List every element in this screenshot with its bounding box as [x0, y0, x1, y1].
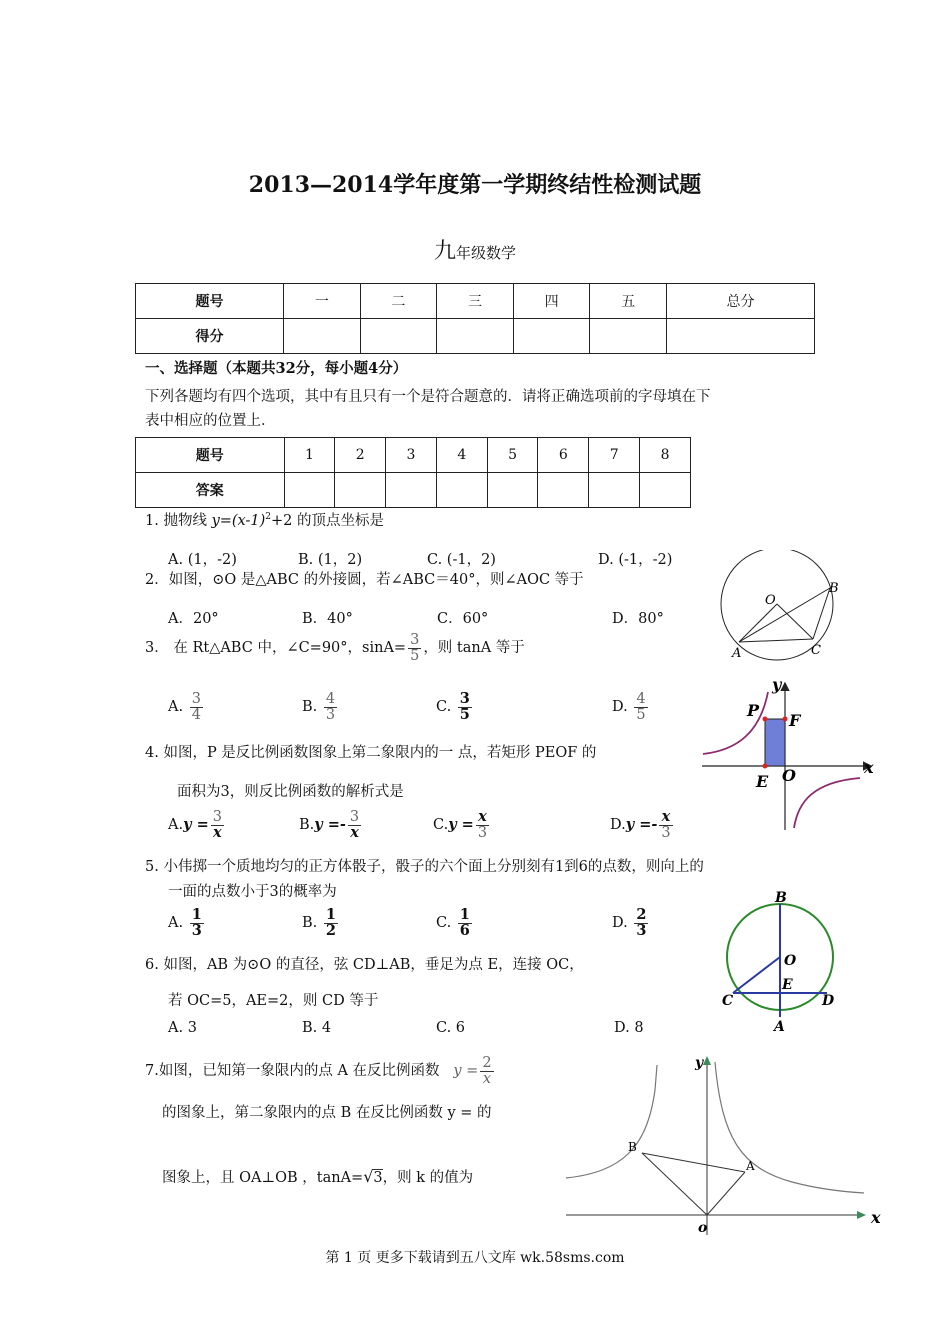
- q6-label-d: D: [822, 993, 835, 1009]
- frac-den: 4: [191, 706, 201, 723]
- q2-option-b[interactable]: B．40°: [302, 611, 353, 627]
- frac-den: x: [348, 825, 361, 841]
- answer-header-cell: 题号: [136, 438, 285, 473]
- grade-rest: 年级数学: [456, 244, 517, 262]
- section1-instructions-2: 表中相应的位置上．: [145, 413, 276, 429]
- q6-segment-oc: [733, 957, 780, 993]
- q4-option-a-letter: A.: [168, 817, 184, 833]
- q1-formula: y=(x-1): [211, 512, 266, 529]
- q3-option-b-letter: B.: [302, 699, 318, 715]
- frac-den: 6: [459, 921, 470, 939]
- q4-option-d-y: y =-: [625, 816, 658, 833]
- q4-label-x: x: [864, 758, 874, 777]
- q5-option-d-letter: D.: [612, 915, 628, 931]
- q7-line3-prefix: 图象上，且 OA⊥OB ，tanA=: [162, 1170, 364, 1186]
- frac-num: 3: [212, 809, 222, 825]
- frac-num: 4: [636, 691, 646, 707]
- q4-option-d-fraction: [659, 810, 672, 840]
- score-header-cell: 题号: [136, 284, 284, 319]
- score-cell[interactable]: [666, 319, 814, 354]
- frac-num: 3: [349, 809, 360, 825]
- question-6-stem-1: 6. 如图，AB 为⊙O 的直径，弦 CD⊥AB，垂足为点 E，连接 OC，: [145, 957, 584, 973]
- q7-label-x: x: [871, 1208, 881, 1227]
- answer-cell[interactable]: [386, 473, 437, 508]
- q1-prefix: 1. 抛物线: [145, 512, 212, 529]
- q2-segment-bc: [813, 588, 830, 639]
- score-cell[interactable]: [284, 319, 361, 354]
- q4-option-c[interactable]: [433, 810, 491, 840]
- q7-segment-ab: [642, 1153, 745, 1172]
- q6-option-c[interactable]: C. 6: [436, 1020, 466, 1036]
- frac-den: 3: [477, 824, 488, 841]
- q4-label-f: F: [789, 711, 801, 730]
- frac-num: 2: [636, 906, 647, 923]
- q7-line1-formula: y =: [453, 1063, 479, 1079]
- q6-option-d[interactable]: D. 8: [614, 1020, 644, 1036]
- q4-option-b-y: y =-: [314, 816, 346, 833]
- q7-line1-fraction: [480, 1056, 493, 1086]
- q2-option-a[interactable]: A．20°: [168, 611, 219, 627]
- q4-option-a-fraction: [211, 810, 224, 840]
- q4-option-c-fraction: [476, 810, 489, 840]
- q7-label-a: A: [746, 1159, 755, 1173]
- answer-cell[interactable]: [589, 473, 640, 508]
- q3-option-c[interactable]: [436, 692, 474, 722]
- q7-label-o: o: [698, 1220, 708, 1236]
- score-header-cell: 二: [360, 284, 437, 319]
- q5-option-c[interactable]: [436, 908, 474, 938]
- q6-label-a: A: [774, 1019, 785, 1035]
- frac-den: 3: [191, 921, 202, 939]
- q5-option-b[interactable]: [302, 908, 340, 938]
- q7-hyperbola-figure: [562, 1050, 890, 1240]
- q2-circle-figure: [715, 550, 850, 662]
- frac-num: 1: [459, 906, 470, 923]
- q5-option-a-fraction: [190, 908, 204, 938]
- q2-label-c: C: [811, 643, 821, 658]
- grade-char: 九: [433, 239, 456, 264]
- q7-segment-oa: [707, 1172, 745, 1215]
- q4-curve-branch-4: [794, 778, 860, 828]
- q6-label-c: C: [722, 993, 734, 1009]
- score-cell[interactable]: [360, 319, 437, 354]
- question-5-stem-2: 一面的点数小于3的概率为: [168, 884, 337, 900]
- q3-option-b[interactable]: [302, 692, 339, 722]
- score-table-header-row: [136, 284, 815, 319]
- answer-header-cell: 2: [335, 438, 386, 473]
- answer-table: [135, 437, 691, 508]
- section1-heading: 一、选择题（本题共32分，每小题4分）: [145, 360, 408, 377]
- answer-header-cell: 8: [640, 438, 691, 473]
- q4-option-b[interactable]: [299, 810, 363, 840]
- q6-option-a[interactable]: A. 3: [168, 1020, 197, 1036]
- q4-option-c-y: y =: [448, 816, 474, 833]
- frac-num: 4: [325, 691, 336, 707]
- q3-option-d-letter: D.: [612, 699, 628, 715]
- page-title: 2013—2014学年度第一学期终结性检测试题: [248, 172, 702, 198]
- q2-option-d[interactable]: D．80°: [612, 611, 664, 627]
- question-4-stem-1: 4. 如图，P 是反比例函数图象上第二象限内的一 点，若矩形 PEOF 的: [145, 745, 597, 761]
- q7-curve-2-over-x: [715, 1062, 864, 1193]
- q5-option-c-fraction: [458, 908, 472, 938]
- q3-option-d[interactable]: [612, 692, 650, 722]
- answer-header-cell: 6: [538, 438, 589, 473]
- score-cell[interactable]: [590, 319, 667, 354]
- q2-label-a: A: [732, 646, 742, 661]
- q4-option-b-fraction: [348, 810, 361, 840]
- frac-num: x: [478, 808, 487, 825]
- q3-frac-den: 5: [410, 647, 420, 664]
- frac-den: 3: [325, 706, 336, 723]
- q4-option-b-letter: B.: [299, 817, 315, 833]
- frac-num: 2: [482, 1055, 492, 1071]
- answer-header-cell: 5: [487, 438, 538, 473]
- q1-option-b[interactable]: B. (1，2): [298, 552, 363, 568]
- q7-label-y: y: [695, 1055, 704, 1071]
- answer-cell[interactable]: [487, 473, 538, 508]
- q1-option-d[interactable]: D. (-1，-2): [598, 552, 673, 568]
- q2-segment-ac: [739, 639, 813, 642]
- score-table-score-row: [136, 319, 815, 354]
- score-header-cell: 三: [437, 284, 514, 319]
- q4-point-f: [783, 717, 788, 722]
- q3-option-d-fraction: [634, 692, 647, 722]
- score-header-cell: 五: [590, 284, 667, 319]
- sqrt-icon: √: [363, 1167, 374, 1186]
- score-header-cell: 四: [513, 284, 590, 319]
- q1-option-a[interactable]: A. (1，-2): [168, 552, 237, 568]
- question-1-stem: [145, 512, 384, 530]
- q3-suffix: ，则 tanA 等于: [423, 640, 525, 656]
- frac-den: 5: [636, 706, 646, 723]
- q4-hyperbola-figure: [698, 672, 880, 834]
- question-6-stem-2: 若 OC=5，AE=2，则 CD 等于: [168, 993, 379, 1009]
- q5-option-c-letter: C.: [436, 915, 452, 931]
- answer-header-cell: 4: [436, 438, 487, 473]
- score-cell[interactable]: [437, 319, 514, 354]
- q3-option-a-letter: A.: [168, 699, 184, 715]
- score-header-cell: 总分: [666, 284, 814, 319]
- frac-den: 3: [661, 824, 671, 841]
- answer-header-cell: 3: [386, 438, 437, 473]
- q2-label-o: O: [765, 593, 776, 608]
- q6-label-b: B: [775, 890, 787, 906]
- answer-cell[interactable]: [640, 473, 691, 508]
- page-footer: 第 1 页 更多下载请到五八文库 wk.58sms.com: [325, 1250, 625, 1266]
- answer-header-cell: 7: [589, 438, 640, 473]
- q3-option-a-fraction: [190, 692, 203, 722]
- q3-option-b-fraction: [324, 692, 337, 722]
- q4-label-p: P: [747, 701, 760, 720]
- q4-label-e: E: [756, 772, 769, 791]
- score-table: [135, 283, 815, 354]
- q4-option-d-letter: D.: [610, 817, 626, 833]
- q7-sqrt-value: 3: [373, 1170, 383, 1186]
- question-2-stem: 2．如图，⊙O 是△ABC 的外接圆，若∠ABC＝40°，则∠AOC 等于: [145, 572, 584, 588]
- q6-circle-figure: [718, 885, 848, 1035]
- q5-option-b-fraction: [324, 908, 338, 938]
- question-4-stem-2: 面积为3，则反比例函数的解析式是: [177, 784, 404, 800]
- frac-num: 1: [191, 906, 202, 923]
- q5-option-d-fraction: [634, 908, 648, 938]
- q3-option-a[interactable]: [168, 692, 205, 722]
- answer-table-header-row: [136, 438, 691, 473]
- question-7-stem-2: 的图象上，第二象限内的点 B 在反比例函数 y = 的: [162, 1105, 492, 1121]
- q1-option-c[interactable]: C. (-1，2): [427, 552, 496, 568]
- q7-label-b: B: [628, 1140, 637, 1154]
- frac-num: 3: [459, 690, 470, 707]
- score-header-cell: 一: [284, 284, 361, 319]
- question-7-stem-3: [162, 1167, 473, 1187]
- q5-option-b-letter: B.: [302, 915, 318, 931]
- q5-option-a[interactable]: [168, 908, 206, 938]
- q4-point-e: [763, 764, 768, 769]
- answer-header-cell: 1: [284, 438, 335, 473]
- q4-option-a-y: y =: [183, 816, 209, 833]
- score-row-label: 得分: [136, 319, 284, 354]
- q4-label-y: y: [772, 675, 782, 694]
- frac-den: x: [211, 825, 224, 841]
- q3-option-c-letter: C.: [436, 699, 452, 715]
- frac-den: 2: [325, 921, 336, 939]
- q3-option-c-fraction: [458, 692, 472, 722]
- q3-prefix: 3． 在 Rt△ABC 中，∠C=90°，sinA=: [145, 640, 407, 656]
- q4-option-d[interactable]: [610, 810, 675, 840]
- q3-frac-num: 3: [410, 632, 420, 648]
- frac-num: 3: [191, 691, 201, 707]
- q5-option-d[interactable]: [612, 908, 650, 938]
- score-cell[interactable]: [513, 319, 590, 354]
- frac-num: x: [661, 808, 671, 825]
- frac-den: 5: [459, 705, 470, 723]
- answer-cell[interactable]: [335, 473, 386, 508]
- question-3-stem: [145, 633, 525, 663]
- q4-option-a[interactable]: [168, 810, 226, 840]
- answer-cell[interactable]: [538, 473, 589, 508]
- question-5-stem-1: 5. 小伟掷一个质地均匀的正方体骰子，骰子的六个面上分别刻有1到6的点数，则向上的: [145, 859, 704, 875]
- q6-label-o: O: [784, 953, 797, 969]
- q7-segment-ob: [642, 1153, 707, 1215]
- section1-instructions-1: 下列各题均有四个选项，其中有且只有一个是符合题意的．请将正确选项前的字母填在下: [145, 389, 711, 405]
- answer-table-answer-row: [136, 473, 691, 508]
- frac-den: 3: [636, 921, 647, 939]
- q1-suffix: +2 的顶点坐标是: [271, 512, 384, 529]
- q3-sin-fraction: [408, 633, 421, 663]
- q4-point-p: [763, 717, 768, 722]
- q7-line1-prefix: 7.如图，已知第一象限内的点 A 在反比例函数: [145, 1063, 440, 1079]
- frac-num: 1: [325, 906, 336, 923]
- q2-option-c[interactable]: C．60°: [437, 611, 489, 627]
- q7-line3-suffix: ，则 k 的值为: [382, 1170, 474, 1186]
- q2-segment-ab: [739, 588, 830, 642]
- answer-cell[interactable]: [436, 473, 487, 508]
- grade-subtitle: [0, 234, 950, 265]
- answer-cell[interactable]: [284, 473, 335, 508]
- q7-curve-k: [566, 1065, 657, 1178]
- q6-option-b[interactable]: B. 4: [302, 1020, 332, 1036]
- q4-label-o: O: [782, 766, 796, 785]
- question-7-stem-1: [145, 1056, 496, 1086]
- q6-label-e: E: [782, 977, 793, 993]
- q2-label-b: B: [829, 581, 839, 596]
- q5-option-a-letter: A.: [168, 915, 184, 931]
- q4-rectangle-peof: [765, 719, 785, 766]
- q4-option-c-letter: C.: [433, 817, 449, 833]
- answer-row-label: 答案: [136, 473, 285, 508]
- q1-sup: 2: [265, 512, 271, 522]
- frac-den: x: [480, 1071, 493, 1087]
